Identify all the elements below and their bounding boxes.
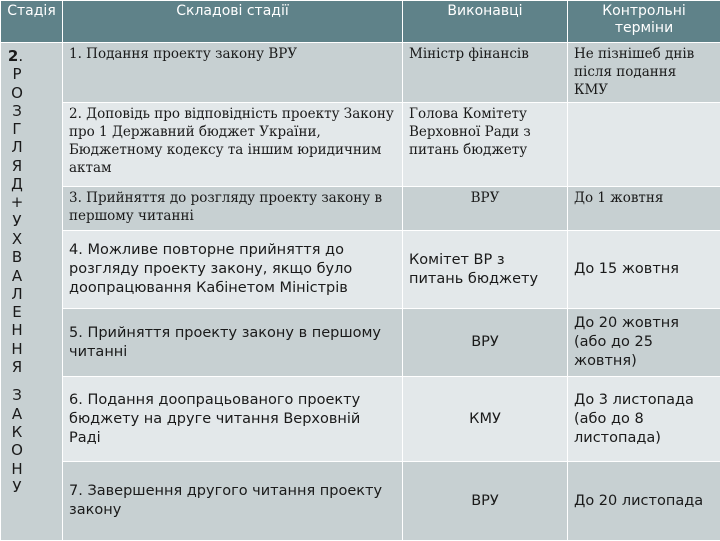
- executor-cell: ВРУ: [403, 462, 568, 541]
- executor-cell: Міністр фінансів: [403, 43, 568, 103]
- table-row: [1, 309, 720, 377]
- stage-title-part1: . Р О З Г Л Я Д + У Х В А Л Е Н Н Я: [11, 47, 24, 376]
- header-row: [1, 1, 720, 43]
- step-cell: 2. Доповідь про відповідність проекту Закону про 1 Державний бюджет України, Бюджетному кодексу та іншим юридичним актам: [63, 103, 403, 187]
- executor-cell: КМУ: [403, 377, 568, 462]
- header-executors: Виконавці: [403, 1, 568, 43]
- table-row: [1, 377, 720, 462]
- header-deadlines: Контрольні терміни: [568, 1, 720, 43]
- stage-title-part2: З А К О Н У: [11, 386, 23, 495]
- deadline-cell: До 20 листопада: [568, 462, 720, 541]
- table-row: [1, 187, 720, 231]
- step-cell: 1. Подання проекту закону ВРУ: [63, 43, 403, 103]
- table-row: [1, 462, 720, 541]
- deadline-cell: [568, 103, 720, 187]
- stage-number: 2: [8, 47, 18, 65]
- deadline-cell: Не пізнішеб днів після подання КМУ: [568, 43, 720, 103]
- stage-title: [7, 47, 27, 496]
- deadline-cell: До 15 жовтня: [568, 231, 720, 309]
- step-cell: 3. Прийняття до розгляду проекту закону в першому читанні: [63, 187, 403, 231]
- executor-cell: ВРУ: [403, 309, 568, 377]
- deadline-cell: До 1 жовтня: [568, 187, 720, 231]
- step-cell: 7. Завершення другого читання проекту закону: [63, 462, 403, 541]
- header-stage: Стадія: [1, 1, 63, 43]
- deadline-cell: До 20 жовтня (або до 25 жовтня): [568, 309, 720, 377]
- table-row: [1, 43, 720, 103]
- executor-cell: Комітет ВР з питань бюджету: [403, 231, 568, 309]
- executor-cell: ВРУ: [403, 187, 568, 231]
- executor-cell: Голова Комітету Верховної Ради з питань бюджету: [403, 103, 568, 187]
- stage-cell: [1, 43, 63, 541]
- header-substages: Складові стадії: [63, 1, 403, 43]
- step-cell: 6. Подання доопрацьованого проекту бюджету на друге читання Верховній Раді: [63, 377, 403, 462]
- table-row: [1, 103, 720, 187]
- deadline-cell: До 3 листопада (або до 8 листопада): [568, 377, 720, 462]
- step-cell: 5. Прийняття проекту закону в першому читанні: [63, 309, 403, 377]
- table-row: [1, 231, 720, 309]
- step-cell: 4. Можливе повторне прийняття до розгляду проекту закону, якщо було доопрацювання Кабінетом Міністрів: [63, 231, 403, 309]
